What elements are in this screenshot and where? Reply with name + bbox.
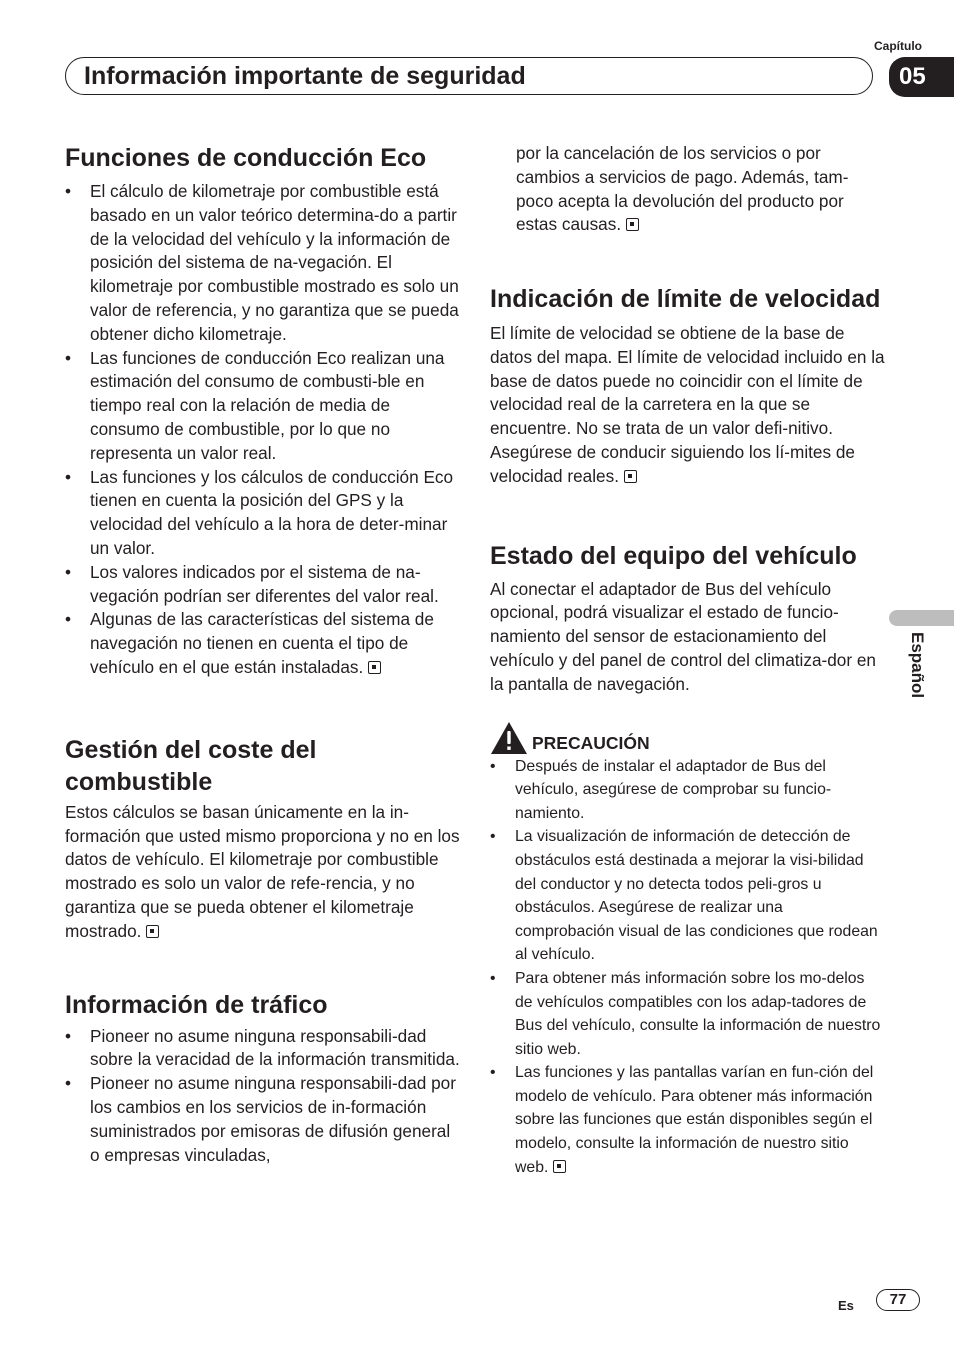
- caution-bullet-text: Las funciones y las pantallas varían en fun-ción del modelo de vehículo. Para obtener más información sobre las funciones que están disponibles según el modelo, consulte la información de nuestro sitio web.: [515, 1064, 874, 1176]
- caution-bullet: • Para obtener más información sobre los mo-delos de vehículos compatibles con los adap-tadores de Bus del vehículo, consulte la información de nuestro sitio web.: [490, 967, 885, 1061]
- warning-triangle-icon: [490, 721, 528, 755]
- section-heading-fuel-cost: Gestión del coste del combustible: [65, 735, 317, 796]
- chapter-label: Capítulo: [874, 39, 922, 53]
- right-column: [490, 283, 885, 1179]
- chapter-number-tab: 05: [889, 57, 954, 97]
- page-title: Información importante de seguridad: [84, 62, 526, 90]
- traffic-continuation-paragraph: [516, 142, 884, 237]
- section-heading-speed-limit: Indicación de límite de velocidad: [490, 285, 881, 313]
- header-banner: [65, 57, 873, 95]
- footer-language-code: Es: [838, 1298, 854, 1313]
- caution-bullet-list: [490, 755, 885, 1180]
- left-column: [65, 142, 460, 1167]
- caution-bullet-last: [490, 1061, 885, 1179]
- eco-bullet-list: [65, 180, 460, 680]
- traffic-bullet: • Pioneer no asume ninguna responsabili-dad por los cambios en los servicios de in-formación suministrados por emisoras de difusión general o empresas vinculadas,: [65, 1072, 460, 1167]
- fuel-cost-paragraph: [65, 801, 460, 944]
- end-mark-icon: [368, 661, 381, 674]
- end-mark-icon: [146, 925, 159, 938]
- page-number: 77: [876, 1289, 920, 1311]
- traffic-bullet-list: [65, 1025, 460, 1168]
- caution-header: [490, 721, 885, 755]
- end-mark-icon: [626, 218, 639, 231]
- speed-limit-paragraph: [490, 322, 885, 489]
- speed-limit-text: El límite de velocidad se obtiene de la base de datos del mapa. El límite de velocidad incluido en la base de datos puede no coincidir con el límite de velocidad real de la carretera en la que se encuentre. No se trata de un valor defi-nitivo. Asegúrese de conducir siguiendo los lí-mites de velocidad reales.: [490, 323, 885, 486]
- eco-bullet-text: Algunas de las características del sistema de navegación no tienen en cuenta el tipo de vehículo en el que están instaladas.: [90, 609, 434, 677]
- eco-bullet: • Las funciones y los cálculos de conducción Eco tienen en cuenta la posición del GPS y la velocidad del vehículo a la hora de deter-minar un valor.: [65, 466, 460, 561]
- fuel-cost-text: Estos cálculos se basan únicamente en la in-formación que usted mismo proporciona y no en los datos de vehículo. El kilometraje por combustible mostrado es solo un valor de refe-rencia, y no garantiza que se pueda obtener el kilometraje mostrado.: [65, 801, 460, 941]
- section-heading-eco: Funciones de conducción Eco: [65, 144, 427, 172]
- end-mark-icon: [553, 1160, 566, 1173]
- end-mark-icon: [624, 470, 637, 483]
- section-heading-vehicle-status: Estado del equipo del vehículo: [490, 541, 857, 570]
- vehicle-status-paragraph: Al conectar el adaptador de Bus del vehículo opcional, podrá visualizar el estado de funcio-namiento del sensor de estacionamiento del vehículo y del panel de control del climatiza-dor en la pantalla de navegación.: [490, 578, 876, 694]
- language-label: Español: [908, 632, 927, 699]
- language-tab: [889, 610, 954, 626]
- eco-bullet: • Las funciones de conducción Eco realizan una estimación del consumo de combusti-ble en tiempo real con la relación de media de consumo de combustible, por lo que no representa un valor real.: [65, 347, 460, 466]
- traffic-bullet: • Pioneer no asume ninguna responsabili-dad sobre la veracidad de la información transmitida.: [65, 1025, 460, 1073]
- traffic-continuation-text: por la cancelación de los servicios o por cambios a servicios de pago. Además, tam-poco acepta la devolución del producto por estas causas.: [516, 143, 849, 235]
- eco-bullet: • Los valores indicados por el sistema de na-vegación podrían ser diferentes del valor real.: [65, 561, 460, 609]
- caution-bullet: • Después de instalar el adaptador de Bus del vehículo, asegúrese de comprobar su funcio-namiento.: [490, 755, 885, 826]
- caution-bullet: • La visualización de información de detección de obstáculos está destinada a mejorar la visi-bilidad del conductor y no detecta todos peli-gros u obstáculos. Asegúrese de realizar una comprobación visual de las condiciones que rodean al vehículo.: [490, 825, 885, 967]
- traffic-continuation: [516, 142, 884, 237]
- eco-bullet: • El cálculo de kilometraje por combustible está basado en un valor teórico determina-do a partir de la velocidad del vehículo y la información de posición del sistema de na-vegación. El kilometraje por combustible mostrado es solo un valor de referencia, y no garantiza que se pueda obtener dicho kilometraje.: [65, 180, 460, 347]
- caution-label: PRECAUCIÓN: [532, 733, 650, 754]
- eco-bullet-last: [65, 608, 460, 679]
- section-heading-traffic: Información de tráfico: [65, 990, 328, 1019]
